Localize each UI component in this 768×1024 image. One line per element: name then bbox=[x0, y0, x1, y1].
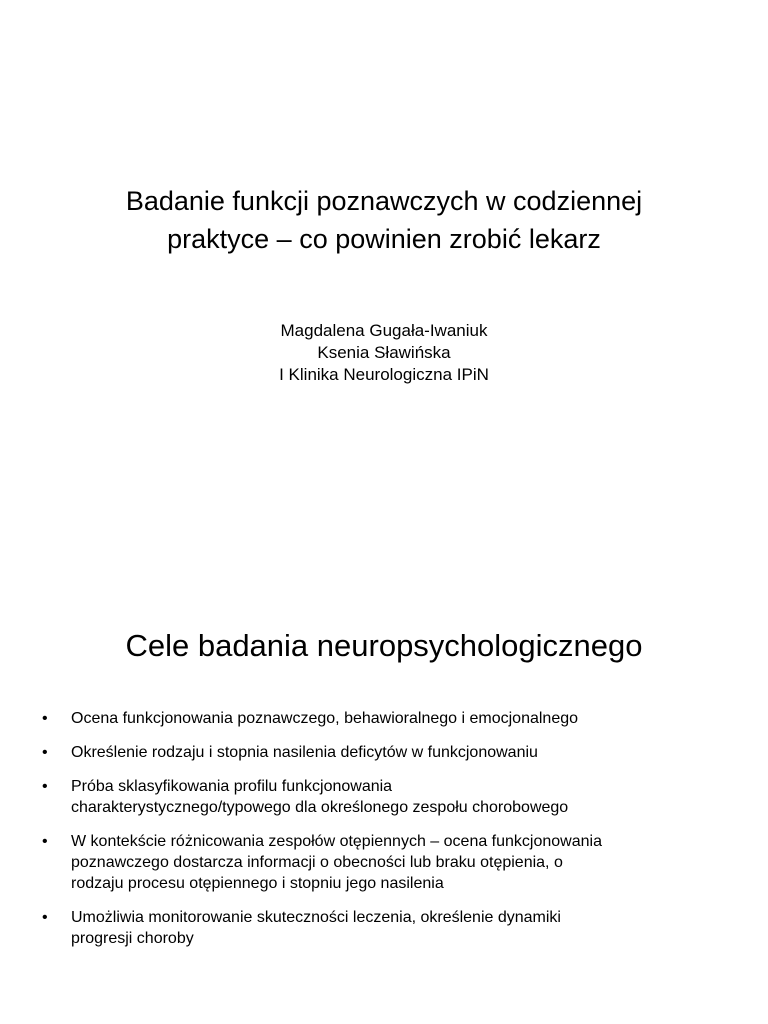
bullet-item bbox=[42, 742, 732, 763]
presentation-title bbox=[40, 182, 728, 258]
bullet-text: rodzaju procesu otępiennego i stopniu jego nasilenia bbox=[71, 875, 444, 892]
bullet-text: poznawczego dostarcza informacji o obecności lub braku otępienia, o bbox=[71, 854, 563, 871]
authors-block bbox=[40, 320, 728, 386]
bullet-list bbox=[42, 708, 732, 962]
bullet-text: Określenie rodzaju i stopnia nasilenia deficytów w funkcjonowaniu bbox=[71, 744, 538, 761]
title-line: Badanie funkcji poznawczych w codziennej bbox=[125, 186, 643, 216]
bullet-item bbox=[42, 776, 732, 818]
affiliation: I Klinika Neurologiczna IPiN bbox=[279, 365, 489, 384]
bullet-marker: • bbox=[42, 909, 48, 926]
bullet-item bbox=[42, 831, 732, 894]
bullet-text: progresji choroby bbox=[71, 930, 194, 947]
bullet-marker: • bbox=[42, 833, 48, 850]
bullet-text: charakterystycznego/typowego dla określonego zespołu chorobowego bbox=[71, 799, 569, 816]
bullet-text: Próba sklasyfikowania profilu funkcjonowania bbox=[71, 778, 393, 795]
bullet-text: W kontekście różnicowania zespołów otępiennych – ocena funkcjonowania bbox=[71, 833, 602, 850]
bullet-marker: • bbox=[42, 744, 48, 761]
slide-goals bbox=[0, 512, 768, 1024]
author-name: Ksenia Sławińska bbox=[317, 343, 451, 362]
bullet-text: Umożliwia monitorowanie skuteczności leczenia, określenie dynamiki bbox=[71, 909, 561, 926]
author-name: Magdalena Gugała-Iwaniuk bbox=[280, 321, 488, 340]
title-line: praktyce – co powinien zrobić lekarz bbox=[167, 224, 601, 254]
bullet-item bbox=[42, 708, 732, 729]
slide-title: Cele badania neuropsychologicznego bbox=[125, 628, 643, 663]
bullet-marker: • bbox=[42, 710, 48, 727]
bullet-marker: • bbox=[42, 778, 48, 795]
bullet-text: Ocena funkcjonowania poznawczego, behawioralnego i emocjonalnego bbox=[71, 710, 579, 727]
bullet-item bbox=[42, 907, 732, 949]
